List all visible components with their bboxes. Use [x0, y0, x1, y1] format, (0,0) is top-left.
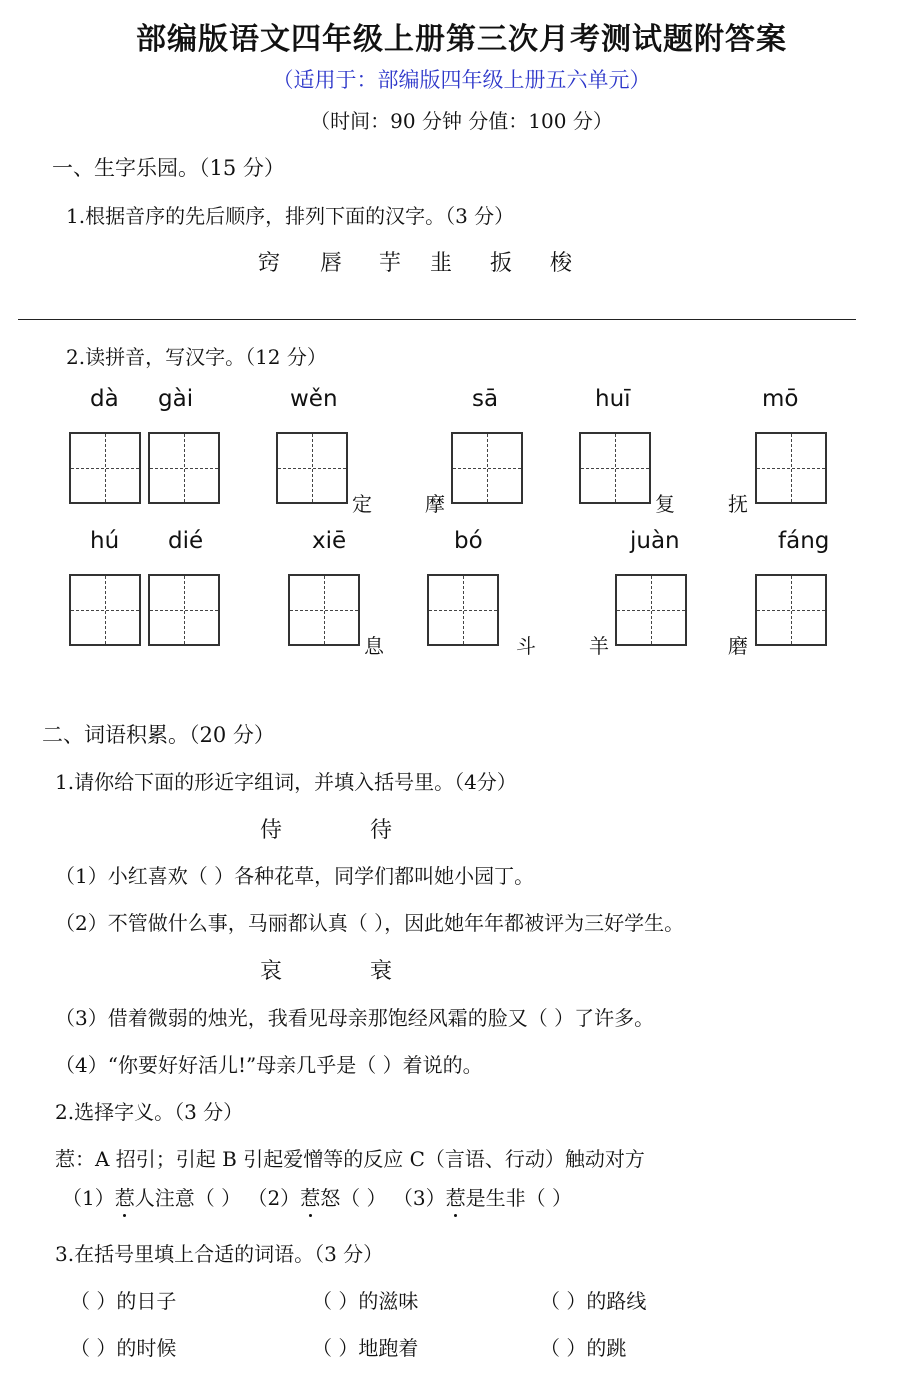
pinyin-label: xiē	[312, 528, 347, 554]
pinyin-label: bó	[454, 528, 483, 554]
section-1-q2-prompt: 2.读拼音，写汉字。（12 分）	[66, 345, 327, 369]
phrase-blank: （ ）的日子	[70, 1289, 177, 1313]
phrase-blank: （ ）的跳	[540, 1336, 627, 1360]
similar-char: 衰	[370, 959, 395, 984]
sentence-2: （2）不管做什么事，马丽都认真（ ），因此她年年都被评为三好学生。	[55, 911, 685, 935]
phrase-blank: （ ）的时候	[70, 1336, 177, 1360]
choice-2: （2）惹怒（ ）	[247, 1186, 386, 1210]
word-suffix-char: 息	[364, 634, 384, 658]
similar-char: 哀	[260, 959, 285, 984]
sentence-1: （1）小红喜欢（ ）各种花草，同学们都叫她小园丁。	[55, 864, 535, 888]
q1-char-1: 窍	[258, 251, 283, 276]
phrase-blank: （ ）的路线	[540, 1289, 647, 1313]
pinyin-label: dà	[90, 386, 119, 412]
section-2-q2-prompt: 2.选择字义。（3 分）	[55, 1100, 244, 1124]
choice-3: （3）惹是生非（ ）	[393, 1186, 572, 1210]
writing-grid-box[interactable]	[69, 574, 141, 646]
section-2-title: 二、词语积累。（20 分）	[42, 723, 275, 747]
word-suffix-char: 斗	[516, 634, 536, 658]
writing-grid-box[interactable]	[69, 432, 141, 504]
word-prefix-char: 羊	[589, 634, 609, 658]
q1-char-6: 梭	[550, 251, 575, 276]
pinyin-label: huī	[595, 386, 631, 412]
phrase-blank: （ ）地跑着	[312, 1336, 419, 1360]
pinyin-label: mō	[762, 386, 799, 412]
pinyin-label: dié	[168, 528, 204, 554]
pinyin-label: gài	[158, 386, 194, 412]
writing-grid-box[interactable]	[148, 574, 220, 646]
writing-grid-box[interactable]	[615, 574, 687, 646]
similar-char: 待	[370, 818, 395, 843]
sentence-3: （3）借着微弱的烛光，我看见母亲那饱经风霜的脸又（ ）了许多。	[55, 1006, 655, 1030]
writing-grid-box[interactable]	[755, 574, 827, 646]
page-title: 部编版语文四年级上册第三次月考测试题附答案	[136, 22, 787, 57]
similar-char: 侍	[260, 818, 285, 843]
pinyin-label: juàn	[630, 528, 680, 554]
phrase-blank: （ ）的滋味	[312, 1289, 419, 1313]
section-2-q1-prompt: 1.请你给下面的形近字组词，并填入括号里。（4分）	[55, 770, 517, 794]
writing-grid-box[interactable]	[288, 574, 360, 646]
writing-grid-box[interactable]	[755, 432, 827, 504]
time-score-line: （时间：90 分钟 分值：100 分）	[310, 109, 613, 133]
word-prefix-char: 摩	[425, 492, 445, 516]
meaning-choice-row	[62, 1182, 572, 1211]
writing-grid-box[interactable]	[148, 432, 220, 504]
q1-char-5: 扳	[490, 251, 515, 276]
q1-char-3: 芋	[379, 251, 404, 276]
word-prefix-char: 抚	[728, 492, 748, 516]
pinyin-label: wěn	[290, 386, 338, 412]
sentence-4: （4）“你要好好活儿!”母亲几乎是（ ）着说的。	[55, 1053, 483, 1077]
definition-line: 惹：A 招引；引起 B 引起爱憎等的反应 C（言语、行动）触动对方	[55, 1147, 645, 1171]
section-1-title: 一、生字乐园。（15 分）	[52, 156, 285, 180]
writing-grid-box[interactable]	[451, 432, 523, 504]
writing-grid-box[interactable]	[427, 574, 499, 646]
answer-line[interactable]	[18, 319, 856, 320]
q1-char-4: 韭	[430, 251, 455, 276]
page-subtitle: （适用于：部编版四年级上册五六单元）	[272, 68, 651, 92]
writing-grid-box[interactable]	[276, 432, 348, 504]
pinyin-label: hú	[90, 528, 120, 554]
pinyin-label: fáng	[778, 528, 830, 554]
section-2-q3-prompt: 3.在括号里填上合适的词语。（3 分）	[55, 1242, 384, 1266]
writing-grid-box[interactable]	[579, 432, 651, 504]
word-suffix-char: 定	[352, 492, 372, 516]
word-prefix-char: 磨	[728, 634, 748, 658]
pinyin-label: sā	[472, 386, 499, 412]
choice-1: （1）惹人注意（ ）	[62, 1186, 241, 1210]
section-1-q1-prompt: 1.根据音序的先后顺序，排列下面的汉字。（3 分）	[66, 204, 515, 228]
q1-char-2: 唇	[320, 251, 345, 276]
word-suffix-char: 复	[655, 492, 675, 516]
